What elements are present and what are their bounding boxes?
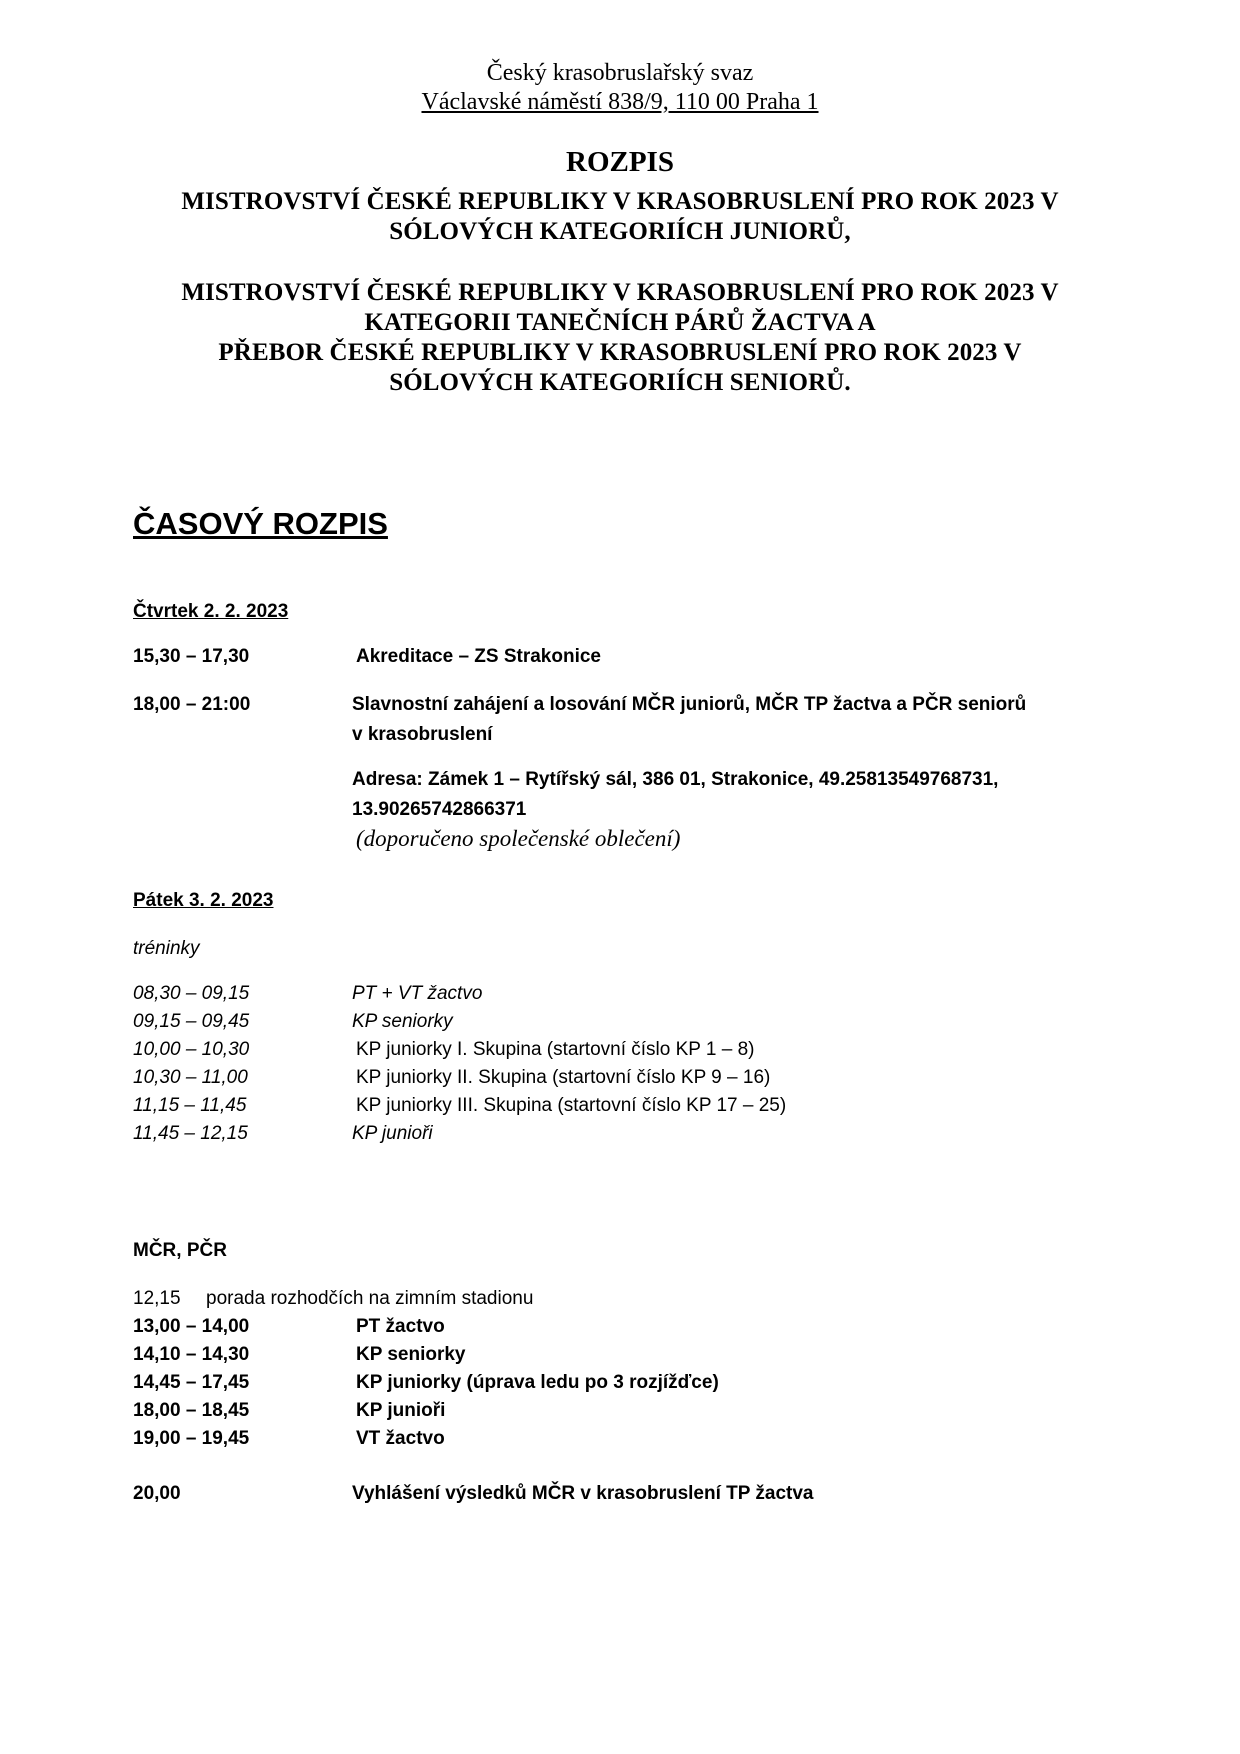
training-text: KP juniorky I. Skupina (startovní číslo KP 1 – 8) — [356, 1039, 755, 1060]
thursday-date: Čtvrtek 2. 2. 2023 — [133, 601, 289, 622]
competition-time: 14,45 – 17,45 — [133, 1372, 250, 1393]
competition-time: 13,00 – 14,00 — [133, 1316, 250, 1337]
training-time: 10,00 – 10,30 — [133, 1039, 250, 1060]
competition-time: 14,10 – 14,30 — [133, 1344, 250, 1365]
competition-text: KP juniorky (úprava ledu po 3 rozjížďce) — [356, 1372, 719, 1393]
training-time: 10,30 – 11,00 — [133, 1067, 248, 1088]
training-time: 09,15 – 09,45 — [133, 1011, 250, 1032]
thursday-row-text-continued: v krasobruslení — [352, 724, 493, 745]
heading-1-line-1: MISTROVSTVÍ ČESKÉ REPUBLIKY V KRASOBRUSLENÍ PRO ROK 2023 V — [181, 188, 1059, 215]
dress-code-note: (doporučeno společenské oblečení) — [356, 826, 681, 851]
friday-date: Pátek 3. 2. 2023 — [133, 890, 274, 911]
competition-text: VT žactvo — [356, 1428, 445, 1449]
training-text: KP juniorky III. Skupina (startovní číslo KP 17 – 25) — [356, 1095, 787, 1116]
heading-2-line-3: PŘEBOR ČESKÉ REPUBLIKY V KRASOBRUSLENÍ PRO ROK 2023 V — [218, 339, 1022, 366]
heading-2-line-2: KATEGORII TANEČNÍCH PÁRŮ ŽACTVA A — [364, 309, 876, 336]
venue-address-line-2: 13.90265742866371 — [352, 799, 527, 820]
competition-text: KP seniorky — [356, 1344, 466, 1365]
document-title: ROZPIS — [566, 146, 674, 178]
competition-text: KP junioři — [356, 1400, 446, 1421]
competition-text: PT žactvo — [356, 1316, 445, 1337]
competition-time: 19,00 – 19,45 — [133, 1428, 250, 1449]
judges-meeting-text: porada rozhodčích na zimním stadionu — [206, 1288, 534, 1309]
training-text: KP juniorky II. Skupina (startovní číslo KP 9 – 16) — [356, 1067, 771, 1088]
competition-label: MČR, PČR — [133, 1240, 227, 1261]
competition-time: 18,00 – 18,45 — [133, 1400, 250, 1421]
training-text: KP seniorky — [352, 1011, 453, 1032]
schedule-title: ČASOVÝ ROZPIS — [133, 506, 388, 541]
training-time: 11,15 – 11,45 — [133, 1095, 247, 1116]
training-text: KP junioři — [352, 1123, 433, 1144]
venue-address-line-1: Adresa: Zámek 1 – Rytířský sál, 386 01, Strakonice, 49.25813549768731, — [352, 769, 999, 790]
organization-address — [0, 87, 1240, 117]
address-text: Václavské náměstí 838/9, 110 00 Praha 1 — [421, 89, 819, 115]
heading-2-line-1: MISTROVSTVÍ ČESKÉ REPUBLIKY V KRASOBRUSLENÍ PRO ROK 2023 V — [181, 279, 1059, 306]
judges-meeting-time: 12,15 — [133, 1288, 181, 1309]
training-time: 08,30 – 09,15 — [133, 983, 250, 1004]
thursday-row-time: 15,30 – 17,30 — [133, 646, 250, 667]
training-time: 11,45 – 12,15 — [133, 1123, 248, 1144]
heading-1-line-2: SÓLOVÝCH KATEGORIÍCH JUNIORŮ, — [389, 218, 851, 245]
trainings-label: tréninky — [133, 938, 200, 959]
thursday-row-text: Slavnostní zahájení a losování MČR juniorů, MČR TP žactva a PČR seniorů — [352, 694, 1027, 715]
thursday-row-time: 18,00 – 21:00 — [133, 694, 251, 715]
thursday-row-text: Akreditace – ZS Strakonice — [356, 646, 601, 667]
results-time: 20,00 — [133, 1483, 181, 1504]
training-text: PT + VT žactvo — [352, 983, 483, 1004]
results-text: Vyhlášení výsledků MČR v krasobruslení TP žactva — [352, 1483, 814, 1504]
organization-name: Český krasobruslařský svaz — [486, 60, 754, 86]
heading-2-line-4: SÓLOVÝCH KATEGORIÍCH SENIORŮ. — [389, 369, 851, 396]
